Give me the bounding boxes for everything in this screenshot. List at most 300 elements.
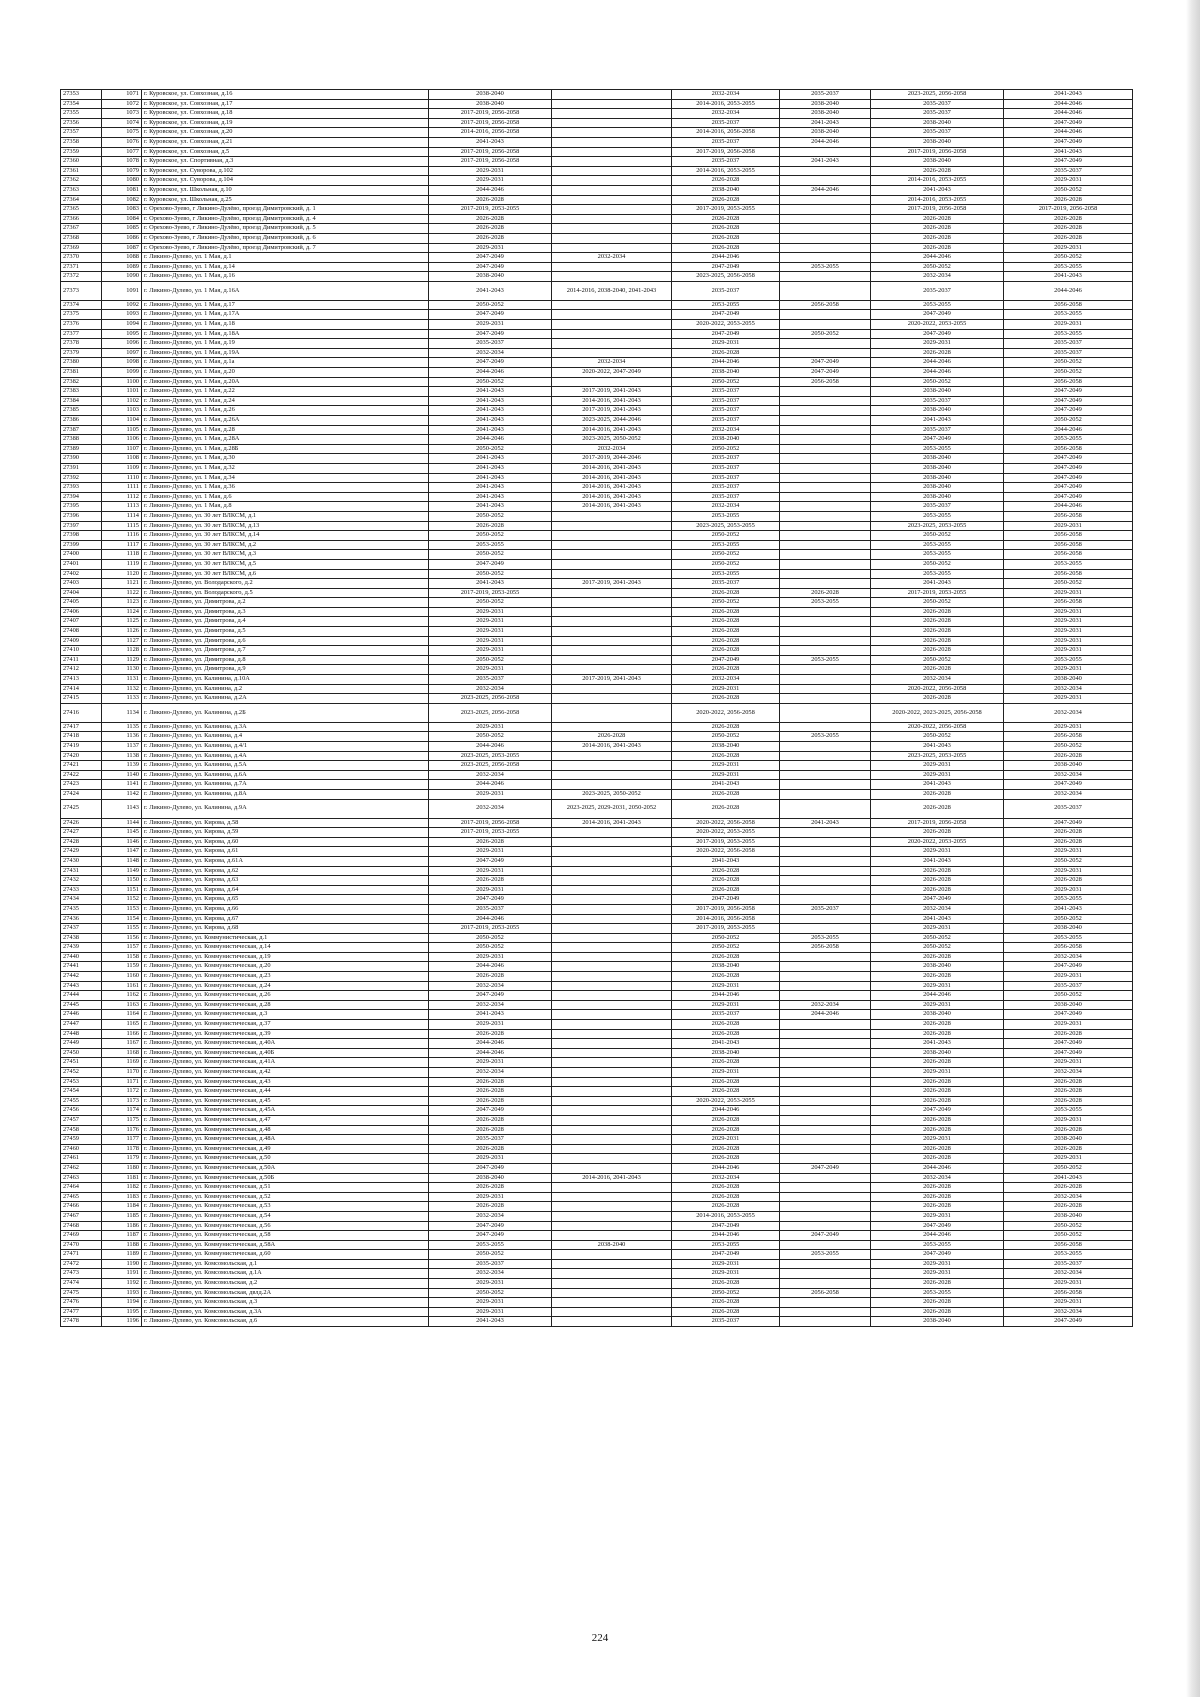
- cell-period-5: 2038-2040: [871, 463, 1004, 473]
- cell-period-5: 2050-2052: [871, 943, 1004, 953]
- cell-period-5: 2029-2031: [871, 847, 1004, 857]
- cell-address: г. Орехово-Зуево, г Ликино-Дулёво, проезд Димитровский, д. 4: [142, 214, 429, 224]
- cell-period-6: 2056-2058: [1004, 531, 1133, 541]
- cell-registry-number: 27410: [61, 646, 102, 656]
- cell-period-5: 2026-2028: [871, 1115, 1004, 1125]
- table-row: [61, 1096, 1133, 1106]
- cell-item-number: 1116: [102, 531, 142, 541]
- cell-period-2: [552, 300, 672, 310]
- cell-period-3: 2020-2022, 2053-2055: [672, 828, 780, 838]
- cell-registry-number: 27386: [61, 416, 102, 426]
- cell-period-2: [552, 1096, 672, 1106]
- cell-address: г. Ликино-Дулево, ул. Коммунистическая, д.52: [142, 1192, 429, 1202]
- cell-period-4: [780, 1029, 871, 1039]
- cell-address: г. Ликино-Дулево, ул. 1 Мая, д.26А: [142, 416, 429, 426]
- cell-period-6: 2050-2052: [1004, 368, 1133, 378]
- cell-period-4: [780, 1125, 871, 1135]
- cell-period-1: 2041-2043: [429, 387, 552, 397]
- cell-period-3: 2026-2028: [672, 1144, 780, 1154]
- table-row: [61, 1317, 1133, 1327]
- cell-period-3: 2044-2046: [672, 358, 780, 368]
- cell-item-number: 1165: [102, 1020, 142, 1030]
- cell-period-2: 2023-2025, 2029-2031, 2050-2052: [552, 799, 672, 818]
- cell-item-number: 1096: [102, 339, 142, 349]
- cell-registry-number: 27390: [61, 454, 102, 464]
- cell-period-1: 2026-2028: [429, 1115, 552, 1125]
- cell-item-number: 1105: [102, 425, 142, 435]
- cell-address: г. Ликино-Дулево, ул. Комсомольская, д.2: [142, 1279, 429, 1289]
- cell-period-4: [780, 1192, 871, 1202]
- cell-address: г. Ликино-Дулево, ул. Кирова, д.65: [142, 895, 429, 905]
- table-row: [61, 856, 1133, 866]
- cell-period-1: 2026-2028: [429, 1144, 552, 1154]
- cell-period-5: 2026-2028: [871, 1183, 1004, 1193]
- cell-item-number: 1109: [102, 463, 142, 473]
- table-row: [61, 1240, 1133, 1250]
- cell-period-6: 2056-2058: [1004, 444, 1133, 454]
- cell-period-1: 2047-2049: [429, 991, 552, 1001]
- cell-period-4: [780, 770, 871, 780]
- cell-registry-number: 27404: [61, 588, 102, 598]
- table-row: [61, 243, 1133, 253]
- cell-registry-number: 27377: [61, 329, 102, 339]
- cell-period-4: 2047-2049: [780, 368, 871, 378]
- cell-period-3: 2020-2022, 2056-2058: [672, 703, 780, 722]
- cell-item-number: 1115: [102, 521, 142, 531]
- cell-period-4: [780, 1068, 871, 1078]
- cell-period-2: [552, 1307, 672, 1317]
- cell-period-5: 2038-2040: [871, 406, 1004, 416]
- cell-period-1: 2029-2031: [429, 952, 552, 962]
- cell-address: г. Ликино-Дулево, ул. 1 Мая, д.16: [142, 272, 429, 282]
- cell-period-4: [780, 1221, 871, 1231]
- cell-registry-number: 27454: [61, 1087, 102, 1097]
- cell-period-6: 2056-2058: [1004, 598, 1133, 608]
- table-row: [61, 828, 1133, 838]
- cell-period-1: 2047-2049: [429, 1163, 552, 1173]
- cell-address: г. Ликино-Дулево, ул. Комсомольская, д.1А: [142, 1269, 429, 1279]
- table-row: [61, 272, 1133, 282]
- cell-period-4: [780, 1077, 871, 1087]
- table-row: [61, 511, 1133, 521]
- cell-item-number: 1139: [102, 761, 142, 771]
- cell-period-1: 2035-2037: [429, 1259, 552, 1269]
- cell-registry-number: 27434: [61, 895, 102, 905]
- table-row: [61, 147, 1133, 157]
- table-row: [61, 492, 1133, 502]
- cell-period-6: 2053-2055: [1004, 655, 1133, 665]
- cell-registry-number: 27467: [61, 1211, 102, 1221]
- cell-period-4: [780, 492, 871, 502]
- cell-registry-number: 27388: [61, 435, 102, 445]
- cell-period-2: 2017-2019, 2044-2046: [552, 454, 672, 464]
- cell-period-1: 2026-2028: [429, 1183, 552, 1193]
- cell-period-6: 2053-2055: [1004, 329, 1133, 339]
- cell-period-5: 2038-2040: [871, 387, 1004, 397]
- cell-period-6: 2041-2043: [1004, 272, 1133, 282]
- cell-period-2: [552, 991, 672, 1001]
- cell-address: г. Ликино-Дулево, ул. Димитрова, д.2: [142, 598, 429, 608]
- cell-period-5: 2023-2025, 2056-2058: [871, 90, 1004, 100]
- cell-period-3: 2014-2016, 2053-2055: [672, 99, 780, 109]
- cell-period-6: 2026-2028: [1004, 1087, 1133, 1097]
- cell-period-5: 2053-2055: [871, 1288, 1004, 1298]
- cell-period-2: [552, 1048, 672, 1058]
- cell-address: г. Куровское, ул. Совхозная, д.18: [142, 109, 429, 119]
- cell-period-5: 2026-2028: [871, 1298, 1004, 1308]
- cell-registry-number: 27360: [61, 157, 102, 167]
- cell-period-5: 2029-2031: [871, 1259, 1004, 1269]
- cell-address: г. Ликино-Дулево, ул. Коммунистическая, д.19: [142, 952, 429, 962]
- cell-period-5: 2020-2022, 2023-2025, 2056-2058: [871, 703, 1004, 722]
- cell-period-3: 2029-2031: [672, 770, 780, 780]
- cell-address: г. Ликино-Дулево, ул. Коммунистическая, д.39: [142, 1029, 429, 1039]
- cell-period-5: 2053-2055: [871, 550, 1004, 560]
- cell-period-1: 2050-2052: [429, 511, 552, 521]
- cell-period-3: 2041-2043: [672, 780, 780, 790]
- cell-period-5: 2026-2028: [871, 952, 1004, 962]
- cell-period-5: 2047-2049: [871, 1250, 1004, 1260]
- cell-registry-number: 27476: [61, 1298, 102, 1308]
- cell-item-number: 1107: [102, 444, 142, 454]
- cell-period-2: [552, 1154, 672, 1164]
- cell-period-1: 2029-2031: [429, 627, 552, 637]
- cell-period-5: 2038-2040: [871, 454, 1004, 464]
- cell-registry-number: 27415: [61, 694, 102, 704]
- cell-address: г. Ликино-Дулево, ул. 1 Мая, д.1а: [142, 358, 429, 368]
- cell-period-3: 2050-2052: [672, 550, 780, 560]
- cell-period-3: 2047-2049: [672, 1221, 780, 1231]
- cell-period-3: 2026-2028: [672, 1125, 780, 1135]
- cell-item-number: 1187: [102, 1231, 142, 1241]
- cell-period-3: 2047-2049: [672, 895, 780, 905]
- cell-period-1: 2047-2049: [429, 253, 552, 263]
- cell-registry-number: 27440: [61, 952, 102, 962]
- cell-period-6: 2029-2031: [1004, 885, 1133, 895]
- cell-period-1: 2029-2031: [429, 665, 552, 675]
- cell-registry-number: 27362: [61, 176, 102, 186]
- cell-period-2: [552, 233, 672, 243]
- cell-period-6: 2029-2031: [1004, 646, 1133, 656]
- cell-period-1: 2050-2052: [429, 300, 552, 310]
- cell-period-5: 2035-2037: [871, 425, 1004, 435]
- cell-period-3: 2050-2052: [672, 531, 780, 541]
- table-row: [61, 214, 1133, 224]
- cell-address: г. Ликино-Дулево, ул. Коммунистическая, д.56: [142, 1221, 429, 1231]
- cell-period-6: 2038-2040: [1004, 924, 1133, 934]
- cell-period-2: [552, 914, 672, 924]
- cell-period-2: [552, 99, 672, 109]
- cell-period-3: 2035-2037: [672, 137, 780, 147]
- cell-period-1: 2035-2037: [429, 339, 552, 349]
- cell-address: г. Ликино-Дулево, ул. 1 Мая, д.20: [142, 368, 429, 378]
- cell-item-number: 1091: [102, 281, 142, 300]
- cell-address: г. Ликино-Дулево, ул. 1 Мая, д.36: [142, 483, 429, 493]
- cell-registry-number: 27430: [61, 856, 102, 866]
- cell-period-3: 2044-2046: [672, 991, 780, 1001]
- cell-period-6: 2044-2046: [1004, 99, 1133, 109]
- cell-period-5: 2038-2040: [871, 118, 1004, 128]
- cell-period-4: [780, 483, 871, 493]
- cell-period-6: 2032-2034: [1004, 684, 1133, 694]
- cell-period-1: 2041-2043: [429, 483, 552, 493]
- cell-period-3: 2026-2028: [672, 617, 780, 627]
- cell-period-4: [780, 952, 871, 962]
- cell-registry-number: 27401: [61, 559, 102, 569]
- table-row: [61, 952, 1133, 962]
- cell-period-6: 2026-2028: [1004, 233, 1133, 243]
- cell-period-3: 2047-2049: [672, 655, 780, 665]
- cell-period-1: 2050-2052: [429, 1250, 552, 1260]
- cell-period-2: 2023-2025, 2050-2052: [552, 435, 672, 445]
- cell-period-6: 2029-2031: [1004, 665, 1133, 675]
- table-row: [61, 761, 1133, 771]
- cell-period-5: 2026-2028: [871, 1077, 1004, 1087]
- cell-item-number: 1095: [102, 329, 142, 339]
- cell-period-4: [780, 847, 871, 857]
- cell-registry-number: 27419: [61, 742, 102, 752]
- cell-address: г. Ликино-Дулево, ул. Коммунистическая, д.3: [142, 1010, 429, 1020]
- table-row: [61, 1010, 1133, 1020]
- cell-address: г. Ликино-Дулево, ул. 1 Мая, д.19А: [142, 348, 429, 358]
- cell-address: г. Ликино-Дулево, ул. Калинина, д.9А: [142, 799, 429, 818]
- cell-period-2: [552, 1020, 672, 1030]
- cell-registry-number: 27378: [61, 339, 102, 349]
- cell-period-6: 2056-2058: [1004, 732, 1133, 742]
- cell-address: г. Ликино-Дулево, ул. Димитрова, д.9: [142, 665, 429, 675]
- cell-registry-number: 27456: [61, 1106, 102, 1116]
- cell-period-5: 2017-2019, 2056-2058: [871, 205, 1004, 215]
- cell-period-5: 2029-2031: [871, 924, 1004, 934]
- cell-period-1: 2035-2037: [429, 904, 552, 914]
- cell-address: г. Ликино-Дулево, ул. 1 Мая, д.6: [142, 492, 429, 502]
- table-row: [61, 742, 1133, 752]
- cell-period-3: 2044-2046: [672, 1163, 780, 1173]
- table-row: [61, 770, 1133, 780]
- cell-period-1: 2029-2031: [429, 847, 552, 857]
- table-row: [61, 818, 1133, 828]
- cell-period-5: 2029-2031: [871, 1068, 1004, 1078]
- table-row: [61, 502, 1133, 512]
- cell-period-5: 2032-2034: [871, 675, 1004, 685]
- cell-item-number: 1079: [102, 166, 142, 176]
- cell-address: г. Ликино-Дулево, ул. Калинина, д.7А: [142, 780, 429, 790]
- cell-address: г. Ликино-Дулево, ул. Коммунистическая, д.40Б: [142, 1048, 429, 1058]
- cell-registry-number: 27471: [61, 1250, 102, 1260]
- cell-item-number: 1122: [102, 588, 142, 598]
- cell-period-6: 2017-2019, 2056-2058: [1004, 205, 1133, 215]
- cell-period-4: [780, 339, 871, 349]
- cell-period-1: 2017-2019, 2053-2055: [429, 588, 552, 598]
- cell-item-number: 1177: [102, 1135, 142, 1145]
- cell-period-2: [552, 617, 672, 627]
- cell-item-number: 1184: [102, 1202, 142, 1212]
- cell-period-2: 2014-2016, 2041-2043: [552, 742, 672, 752]
- cell-period-2: 2032-2034: [552, 444, 672, 454]
- cell-address: г. Куровское, ул. Совхозная, д.5: [142, 147, 429, 157]
- cell-period-1: 2041-2043: [429, 137, 552, 147]
- cell-registry-number: 27391: [61, 463, 102, 473]
- cell-period-5: 2029-2031: [871, 761, 1004, 771]
- cell-period-3: 2032-2034: [672, 1173, 780, 1183]
- cell-period-3: 2026-2028: [672, 233, 780, 243]
- cell-period-3: 2026-2028: [672, 1154, 780, 1164]
- table-row: [61, 972, 1133, 982]
- cell-item-number: 1176: [102, 1125, 142, 1135]
- cell-period-3: 2023-2025, 2056-2058: [672, 272, 780, 282]
- table-row: [61, 300, 1133, 310]
- cell-period-1: 2032-2034: [429, 981, 552, 991]
- cell-period-4: [780, 281, 871, 300]
- cell-registry-number: 27380: [61, 358, 102, 368]
- cell-period-4: [780, 348, 871, 358]
- cell-address: г. Ликино-Дулево, ул. Коммунистическая, д.20: [142, 962, 429, 972]
- table-row: [61, 617, 1133, 627]
- cell-item-number: 1075: [102, 128, 142, 138]
- cell-period-1: 2053-2055: [429, 1240, 552, 1250]
- cell-registry-number: 27356: [61, 118, 102, 128]
- cell-registry-number: 27411: [61, 655, 102, 665]
- cell-period-6: 2029-2031: [1004, 1154, 1133, 1164]
- cell-period-2: [552, 722, 672, 732]
- cell-period-6: 2044-2046: [1004, 128, 1133, 138]
- cell-period-3: 2053-2055: [672, 511, 780, 521]
- cell-period-6: 2044-2046: [1004, 109, 1133, 119]
- cell-period-6: 2026-2028: [1004, 1183, 1133, 1193]
- cell-period-4: [780, 1240, 871, 1250]
- cell-item-number: 1166: [102, 1029, 142, 1039]
- cell-period-5: 2026-2028: [871, 646, 1004, 656]
- cell-period-4: [780, 876, 871, 886]
- table-row: [61, 1106, 1133, 1116]
- table-row: [61, 253, 1133, 263]
- table-row: [61, 646, 1133, 656]
- cell-address: г. Ликино-Дулево, ул. Комсомольская, двлд.2А: [142, 1288, 429, 1298]
- table-row: [61, 128, 1133, 138]
- cell-address: г. Ликино-Дулево, ул. Коммунистическая, д.47: [142, 1115, 429, 1125]
- cell-item-number: 1111: [102, 483, 142, 493]
- cell-period-6: 2050-2052: [1004, 185, 1133, 195]
- cell-address: г. Ликино-Дулево, ул. Коммунистическая, д.41А: [142, 1058, 429, 1068]
- cell-period-2: [552, 1115, 672, 1125]
- cell-period-4: [780, 463, 871, 473]
- cell-period-3: 2044-2046: [672, 253, 780, 263]
- cell-item-number: 1094: [102, 320, 142, 330]
- cell-address: г. Ликино-Дулево, ул. 1 Мая, д.18: [142, 320, 429, 330]
- cell-period-2: [552, 1269, 672, 1279]
- cell-item-number: 1112: [102, 492, 142, 502]
- cell-item-number: 1100: [102, 377, 142, 387]
- cell-period-1: 2041-2043: [429, 406, 552, 416]
- cell-period-6: 2047-2049: [1004, 780, 1133, 790]
- cell-period-1: 2026-2028: [429, 837, 552, 847]
- cell-period-1: 2047-2049: [429, 856, 552, 866]
- cell-period-4: [780, 1115, 871, 1125]
- table-row: [61, 99, 1133, 109]
- cell-period-2: [552, 885, 672, 895]
- cell-address: г. Ликино-Дулево, ул. Коммунистическая, д.50: [142, 1154, 429, 1164]
- cell-address: г. Орехово-Зуево, г Ликино-Дулёво, проезд Димитровский, д. 5: [142, 224, 429, 234]
- cell-period-5: 2029-2031: [871, 1269, 1004, 1279]
- cell-period-6: 2047-2049: [1004, 962, 1133, 972]
- cell-period-3: 2044-2046: [672, 1106, 780, 1116]
- cell-item-number: 1085: [102, 224, 142, 234]
- cell-registry-number: 27397: [61, 521, 102, 531]
- cell-item-number: 1182: [102, 1183, 142, 1193]
- table-row: [61, 473, 1133, 483]
- cell-item-number: 1078: [102, 157, 142, 167]
- cell-address: г. Ликино-Дулево, ул. 1 Мая, д.16А: [142, 281, 429, 300]
- cell-period-4: [780, 684, 871, 694]
- cell-period-3: 2035-2037: [672, 463, 780, 473]
- cell-address: г. Ликино-Дулево, ул. Калинина, д.5А: [142, 761, 429, 771]
- cell-item-number: 1103: [102, 406, 142, 416]
- cell-period-2: [552, 540, 672, 550]
- cell-period-1: 2029-2031: [429, 166, 552, 176]
- cell-registry-number: 27446: [61, 1010, 102, 1020]
- cell-period-3: 2029-2031: [672, 981, 780, 991]
- cell-period-3: 2029-2031: [672, 339, 780, 349]
- cell-period-6: 2035-2037: [1004, 981, 1133, 991]
- cell-period-3: 2053-2055: [672, 540, 780, 550]
- cell-period-1: 2044-2046: [429, 435, 552, 445]
- cell-item-number: 1191: [102, 1269, 142, 1279]
- cell-item-number: 1142: [102, 789, 142, 799]
- cell-period-2: 2017-2019, 2041-2043: [552, 675, 672, 685]
- cell-period-3: 2047-2049: [672, 310, 780, 320]
- cell-period-4: [780, 1183, 871, 1193]
- cell-period-2: 2014-2016, 2041-2043: [552, 425, 672, 435]
- cell-period-6: 2029-2031: [1004, 1115, 1133, 1125]
- cell-registry-number: 27458: [61, 1125, 102, 1135]
- table-row: [61, 885, 1133, 895]
- cell-period-1: 2026-2028: [429, 876, 552, 886]
- cell-period-3: 2026-2028: [672, 214, 780, 224]
- cell-period-5: 2035-2037: [871, 109, 1004, 119]
- table-row: [61, 348, 1133, 358]
- cell-period-4: [780, 1135, 871, 1145]
- cell-period-2: 2023-2025, 2044-2046: [552, 416, 672, 426]
- table-row: [61, 118, 1133, 128]
- cell-period-2: [552, 588, 672, 598]
- cell-period-2: [552, 828, 672, 838]
- cell-period-5: 2053-2055: [871, 444, 1004, 454]
- cell-address: г. Ликино-Дулево, ул. Коммунистическая, д.60: [142, 1250, 429, 1260]
- cell-item-number: 1129: [102, 655, 142, 665]
- cell-period-5: 2026-2028: [871, 224, 1004, 234]
- cell-address: г. Ликино-Дулево, ул. Кирова, д.60: [142, 837, 429, 847]
- cell-period-6: 2053-2055: [1004, 895, 1133, 905]
- cell-period-1: 2032-2034: [429, 1211, 552, 1221]
- cell-registry-number: 27445: [61, 1000, 102, 1010]
- cell-item-number: 1159: [102, 962, 142, 972]
- cell-period-1: 2026-2028: [429, 233, 552, 243]
- cell-period-1: 2038-2040: [429, 99, 552, 109]
- cell-period-4: 2056-2058: [780, 1288, 871, 1298]
- table-row: [61, 1192, 1133, 1202]
- cell-period-3: 2026-2028: [672, 694, 780, 704]
- cell-period-6: 2029-2031: [1004, 320, 1133, 330]
- cell-period-2: [552, 109, 672, 119]
- cell-period-5: 2032-2034: [871, 904, 1004, 914]
- cell-period-4: 2056-2058: [780, 377, 871, 387]
- cell-period-3: 2035-2037: [672, 406, 780, 416]
- cell-period-1: 2053-2055: [429, 540, 552, 550]
- cell-period-3: 2026-2028: [672, 665, 780, 675]
- cell-item-number: 1140: [102, 770, 142, 780]
- cell-registry-number: 27354: [61, 99, 102, 109]
- cell-period-3: 2026-2028: [672, 588, 780, 598]
